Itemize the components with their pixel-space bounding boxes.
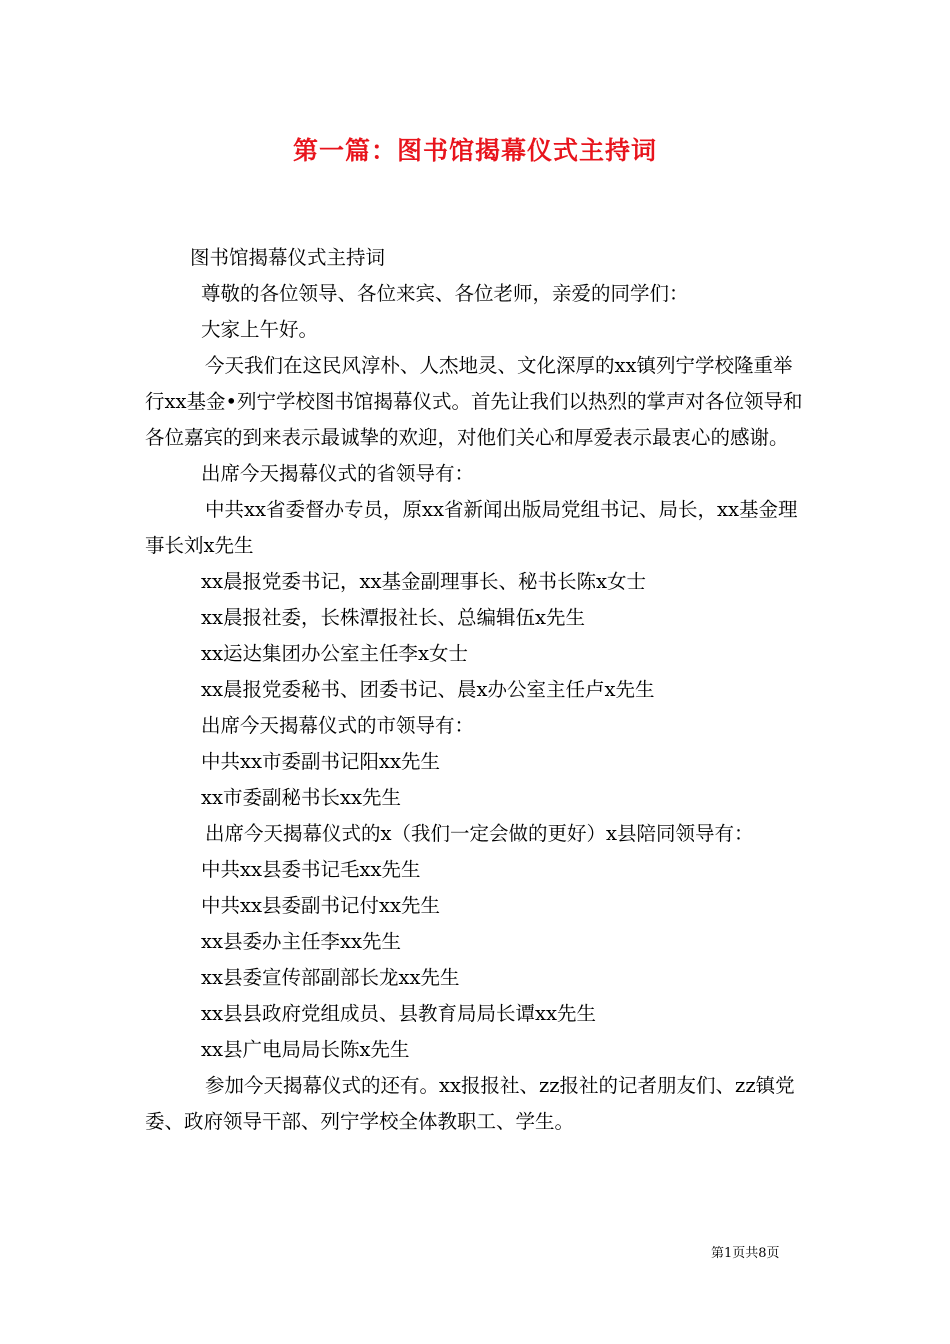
paragraph-attendee: xx县广电局局长陈x先生 bbox=[201, 1038, 410, 1061]
paragraph-attendee: xx县委办主任李xx先生 bbox=[201, 930, 401, 953]
paragraph-attendee: xx市委副秘书长xx先生 bbox=[201, 786, 401, 809]
document-title: 第一篇：图书馆揭幕仪式主持词 bbox=[292, 136, 657, 165]
paragraph-other-attendees: 参加今天揭幕仪式的还有。xx报报社、zz报社的记者朋友们、zz镇党委、政府领导干部、列宁学校全体教职工、学生。 bbox=[145, 1074, 795, 1133]
paragraph-county-leaders-heading: 出席今天揭幕仪式的x（我们一定会做的更好）x县陪同领导有： bbox=[205, 822, 754, 845]
paragraph-attendee: xx晨报社委，长株潭报社长、总编辑伍x先生 bbox=[201, 606, 585, 629]
paragraph-attendee: xx县县政府党组成员、县教育局局长谭xx先生 bbox=[201, 1002, 596, 1025]
page-number: 第1页共8页 bbox=[711, 1246, 780, 1261]
paragraph-good-morning: 大家上午好。 bbox=[201, 318, 319, 341]
paragraph-subtitle: 图书馆揭幕仪式主持词 bbox=[190, 246, 386, 269]
paragraph-attendee: 中共xx县委书记毛xx先生 bbox=[201, 858, 421, 881]
paragraph-attendee: xx晨报党委秘书、团委书记、晨x办公室主任卢x先生 bbox=[201, 678, 655, 701]
document-body bbox=[145, 240, 810, 1140]
paragraph-welcome: 今天我们在这民风淳朴、人杰地灵、文化深厚的xx镇列宁学校隆重举行xx基金•列宁学校图书馆揭幕仪式。首先让我们以热烈的掌声对各位领导和各位嘉宾的到来表示最诚挚的欢迎，对他们关心和厚爱表示最衷心的感谢。 bbox=[145, 354, 803, 449]
paragraph-provincial-leaders-heading: 出席今天揭幕仪式的省领导有： bbox=[201, 462, 475, 485]
paragraph-attendee: xx运达集团办公室主任李x女士 bbox=[201, 642, 468, 665]
paragraph-attendee: xx晨报党委书记，xx基金副理事长、秘书长陈x女士 bbox=[201, 570, 646, 593]
paragraph-attendee: xx县委宣传部副部长龙xx先生 bbox=[201, 966, 460, 989]
paragraph-attendee: 中共xx省委督办专员，原xx省新闻出版局党组书记、局长，xx基金理事长刘x先生 bbox=[145, 498, 798, 557]
paragraph-attendee: 中共xx市委副书记阳xx先生 bbox=[201, 750, 440, 773]
paragraph-attendee: 中共xx县委副书记付xx先生 bbox=[201, 894, 440, 917]
paragraph-greeting: 尊敬的各位领导、各位来宾、各位老师，亲爱的同学们： bbox=[201, 282, 689, 305]
paragraph-city-leaders-heading: 出席今天揭幕仪式的市领导有： bbox=[201, 714, 475, 737]
